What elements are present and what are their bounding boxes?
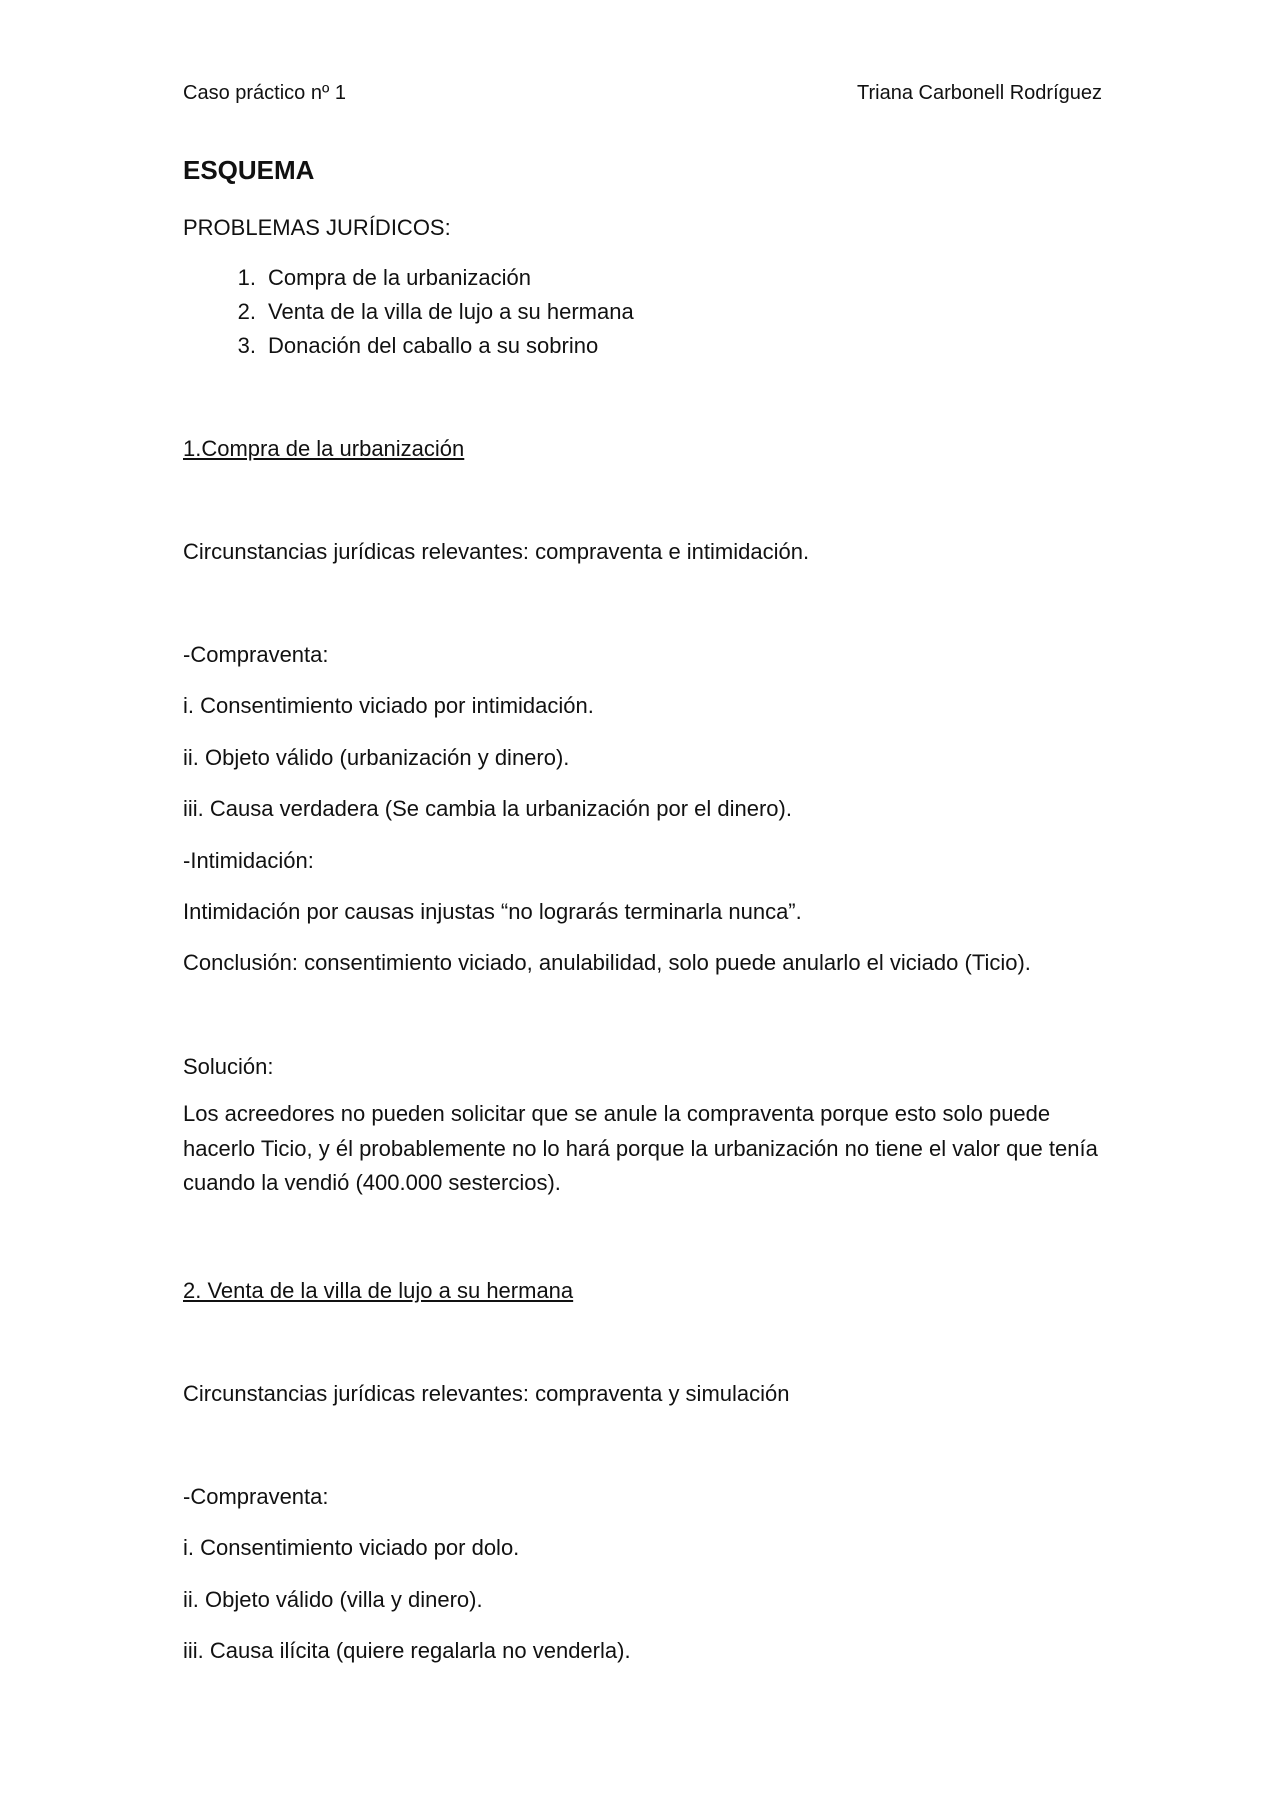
section1-intimidacion-text: Intimidación por causas injustas “no lograrás terminarla nunca”. xyxy=(183,899,802,924)
section1-point: ii. Objeto válido (urbanización y dinero). xyxy=(183,745,570,770)
section1-conclusion: Conclusión: consentimiento viciado, anulabilidad, solo puede anularlo el viciado (Ticio). xyxy=(183,950,1031,975)
section2-point: ii. Objeto válido (villa y dinero). xyxy=(183,1587,483,1612)
list-item xyxy=(222,263,531,293)
list-item xyxy=(222,331,598,361)
section1-intimidacion-label: -Intimidación: xyxy=(183,848,314,873)
section2-point: i. Consentimiento viciado por dolo. xyxy=(183,1535,520,1560)
list-item-text: Venta de la villa de lujo a su hermana xyxy=(268,299,634,324)
header-right: Triana Carbonell Rodríguez xyxy=(857,82,1102,104)
section1-solucion-text: Los acreedores no pueden solicitar que se anule la compraventa porque esto solo puede hacerlo Ticio, y él probablemente no lo hará porque la urbanización no tiene el valor que tenía cuando la vendió (400.000 sestercios). xyxy=(183,1101,1098,1195)
section2-point: iii. Causa ilícita (quiere regalarla no venderla). xyxy=(183,1638,631,1663)
list-item-text: Compra de la urbanización xyxy=(268,265,531,290)
section1-point: iii. Causa verdadera (Se cambia la urbanización por el dinero). xyxy=(183,796,792,821)
list-item xyxy=(222,297,634,327)
list-item-number: 2. xyxy=(237,299,256,324)
list-item-number: 3. xyxy=(237,333,256,358)
section1-point: i. Consentimiento viciado por intimidación. xyxy=(183,693,594,718)
list-item-number: 1. xyxy=(237,265,256,290)
section1-heading: 1.Compra de la urbanización xyxy=(183,436,465,461)
section1-solucion-label: Solución: xyxy=(183,1054,274,1079)
header-left: Caso práctico nº 1 xyxy=(183,82,346,104)
document-title: ESQUEMA xyxy=(183,155,315,185)
section2-heading: 2. Venta de la villa de lujo a su hermana xyxy=(183,1278,574,1303)
section2-compraventa-label: -Compraventa: xyxy=(183,1484,329,1509)
list-item-text: Donación del caballo a su sobrino xyxy=(268,333,599,358)
section1-circumstances: Circunstancias jurídicas relevantes: compraventa e intimidación. xyxy=(183,539,810,564)
section2-circumstances: Circunstancias jurídicas relevantes: compraventa y simulación xyxy=(183,1381,790,1406)
problems-heading: PROBLEMAS JURÍDICOS: xyxy=(183,215,451,240)
section1-compraventa-label: -Compraventa: xyxy=(183,642,329,667)
